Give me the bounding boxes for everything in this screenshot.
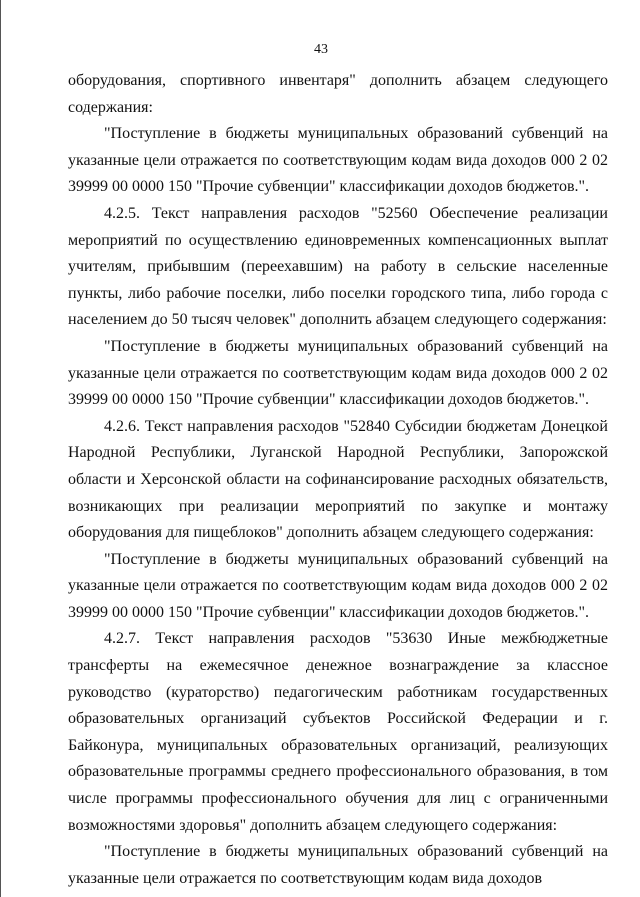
paragraph-4-2-6: 4.2.6. Текст направления расходов "52840 Субсидии бюджетам Донецкой Народной Республики, Луганской Народной Республики, Запорожской области и Херсонской области на софинансирование расходных обязательств, возникающих при реализации мероприятий по закупке и монтажу оборудования для пищеблоков" дополнить абзацем следующего содержания: [68,417,608,542]
paragraph-quote-4: "Поступление в бюджеты муниципальных образований субвенций на указанные цели отражается по соответствующим кодам вида доходов [68,843,608,887]
page-number: 43 [314,42,328,57]
paragraph-quote-1: "Поступление в бюджеты муниципальных образований субвенций на указанные цели отражается по соответствующим кодам вида доходов 000 2 02 39999 00 0000 150 "Прочие субвенции" классификации доходов бюджетов.". [68,125,608,196]
paragraph-4-2-7: 4.2.7. Текст направления расходов "53630 Иные межбюджетные трансферты на ежемесячное денежное вознаграждение за классное руководство (кураторство) педагогическим работникам государственных образовательных организаций субъектов Российской Федерации и г. Байконура, муниципальных образовательных организаций, реализующих образовательные программы среднего профессионального образования, в том числе программы профессионального обучения для лиц с ограниченными возможностями здоровья" дополнить абзацем следующего содержания: [68,630,608,834]
document-body [68,68,608,892]
paragraph-quote-3: "Поступление в бюджеты муниципальных образований субвенций на указанные цели отражается по соответствующим кодам вида доходов 000 2 02 39999 00 0000 150 "Прочие субвенции" классификации доходов бюджетов.". [68,550,608,621]
paragraph-continuation: оборудования, спортивного инвентаря" дополнить абзацем следующего содержания: [68,72,608,116]
paragraph-quote-2: "Поступление в бюджеты муниципальных образований субвенций на указанные цели отражается по соответствующим кодам вида доходов 000 2 02 39999 00 0000 150 "Прочие субвенции" классификации доходов бюджетов.". [68,337,608,409]
paragraph-4-2-5: 4.2.5. Текст направления расходов "52560 Обеспечение реализации мероприятий по осуществлению единовременных компенсационных выплат учителям, прибывшим (переехавшим) на работу в сельские населенные пункты, либо рабочие поселки, либо поселки городского типа, либо города с населением до 50 тысяч человек" дополнить абзацем следующего содержания: [68,204,608,329]
